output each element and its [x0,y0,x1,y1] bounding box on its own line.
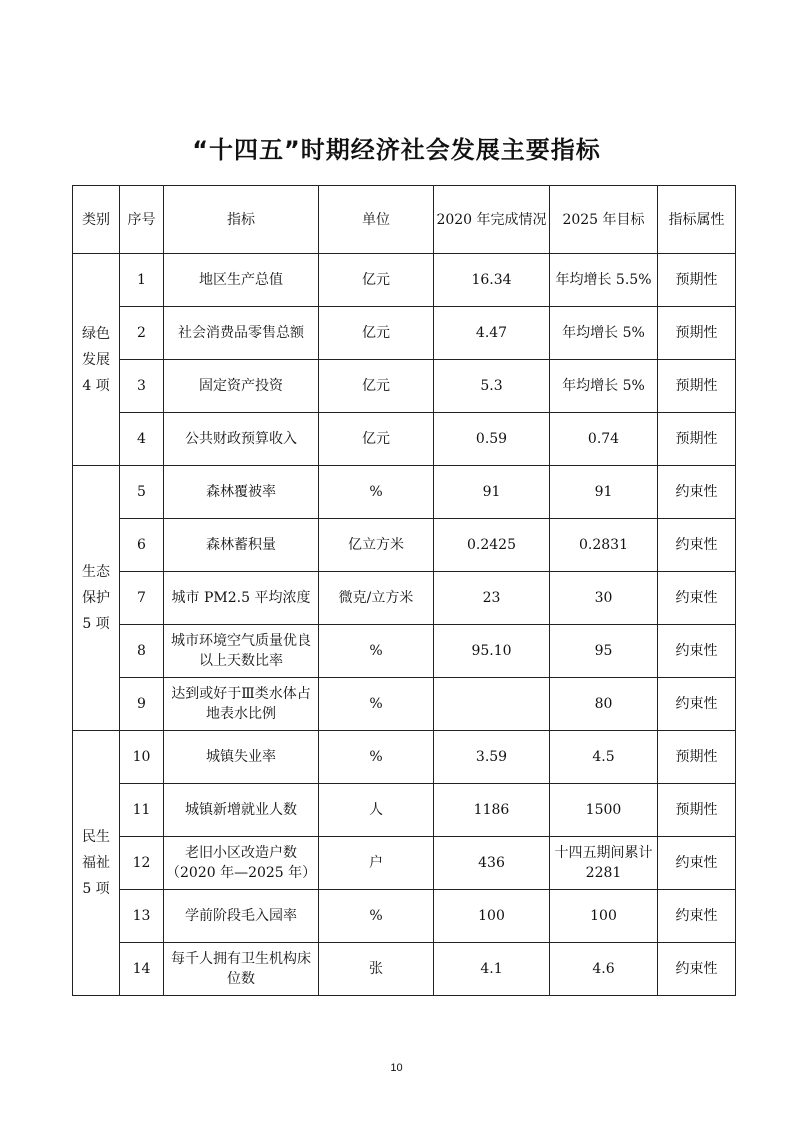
row-number: 10 [120,731,164,784]
indicator-name: 城市环境空气质量优良以上天数比率 [164,625,319,678]
attribute-cell: 约束性 [658,466,736,519]
category-label-line: 发展 [82,351,110,368]
table-row [73,678,736,731]
indicator-name: 社会消费品零售总额 [164,307,319,360]
unit-cell: 亿元 [319,254,434,307]
header-indicator: 指标 [164,186,319,254]
row-number: 14 [120,943,164,996]
row-number: 8 [120,625,164,678]
unit-cell: 微克/立方米 [319,572,434,625]
category-label-line: 5 项 [82,881,110,897]
target-2025: 80 [550,678,658,731]
value-2020: 0.59 [434,413,550,466]
unit-cell: 人 [319,784,434,837]
indicator-name: 学前阶段毛入园率 [164,890,319,943]
value-2020: 95.10 [434,625,550,678]
unit-cell: 亿元 [319,413,434,466]
attribute-cell: 约束性 [658,572,736,625]
table-row [73,254,736,307]
category-label-line: 福祉 [82,855,110,871]
table-row [73,572,736,625]
target-2025: 年均增长 5.5% [550,254,658,307]
header-category: 类别 [73,186,120,254]
unit-cell: % [319,625,434,678]
indicator-name: 达到或好于Ⅲ类水体占地表水比例 [164,678,319,731]
value-2020: 0.2425 [434,519,550,572]
header-attribute: 指标属性 [658,186,736,254]
value-2020: 91 [434,466,550,519]
indicator-name: 固定资产投资 [164,360,319,413]
indicator-name: 每千人拥有卫生机构床位数 [164,943,319,996]
unit-cell: 张 [319,943,434,996]
table-row [73,837,736,890]
unit-cell: % [319,466,434,519]
table-row [73,413,736,466]
table-row [73,784,736,837]
unit-cell: 亿元 [319,360,434,413]
row-number: 12 [120,837,164,890]
category-label-line: 4 项 [82,377,110,394]
target-2025: 91 [550,466,658,519]
category-cell [73,731,120,996]
value-2020: 16.34 [434,254,550,307]
category-label-line: 5 项 [82,616,110,632]
indicator-name: 城镇失业率 [164,731,319,784]
indicator-name: 老旧小区改造户数（2020 年—2025 年） [164,837,319,890]
attribute-cell: 预期性 [658,784,736,837]
value-2020: 436 [434,837,550,890]
table-row [73,943,736,996]
value-2020: 4.47 [434,307,550,360]
target-2025: 1500 [550,784,658,837]
value-2020: 23 [434,572,550,625]
table-header-row [73,186,736,254]
row-number: 5 [120,466,164,519]
unit-cell: % [319,678,434,731]
page-title: “十四五”时期经济社会发展主要指标 [192,136,601,164]
table-row [73,307,736,360]
category-label-line: 民生 [82,829,110,845]
table-row [73,519,736,572]
table-row [73,466,736,519]
category-cell [73,466,120,731]
row-number: 3 [120,360,164,413]
attribute-cell: 预期性 [658,413,736,466]
attribute-cell: 预期性 [658,731,736,784]
unit-cell: 亿立方米 [319,519,434,572]
target-2025: 年均增长 5% [550,360,658,413]
header-number: 序号 [120,186,164,254]
row-number: 7 [120,572,164,625]
value-2020: 4.1 [434,943,550,996]
value-2020: 5.3 [434,360,550,413]
row-number: 6 [120,519,164,572]
attribute-cell: 约束性 [658,890,736,943]
header-unit: 单位 [319,186,434,254]
table-row [73,731,736,784]
indicator-name: 城镇新增就业人数 [164,784,319,837]
unit-cell: % [319,731,434,784]
indicator-name: 森林蓄积量 [164,519,319,572]
row-number: 2 [120,307,164,360]
value-2020 [434,678,550,731]
target-2025: 30 [550,572,658,625]
row-number: 11 [120,784,164,837]
indicator-name: 城市 PM2.5 平均浓度 [164,572,319,625]
attribute-cell: 约束性 [658,837,736,890]
target-2025: 4.5 [550,731,658,784]
attribute-cell: 约束性 [658,625,736,678]
table-row [73,625,736,678]
attribute-cell: 约束性 [658,943,736,996]
attribute-cell: 预期性 [658,360,736,413]
target-2025: 0.2831 [550,519,658,572]
attribute-cell: 约束性 [658,678,736,731]
indicator-name: 森林覆被率 [164,466,319,519]
unit-cell: % [319,890,434,943]
value-2020: 1186 [434,784,550,837]
category-cell [73,254,120,466]
indicators-table [72,185,736,996]
value-2020: 100 [434,890,550,943]
indicator-name: 公共财政预算收入 [164,413,319,466]
page-number: 10 [390,1062,403,1074]
table-row [73,360,736,413]
table-row [73,890,736,943]
header-2025-target: 2025 年目标 [550,186,658,254]
target-2025: 95 [550,625,658,678]
category-label-line: 保护 [82,590,110,606]
row-number: 1 [120,254,164,307]
unit-cell: 亿元 [319,307,434,360]
category-label-line: 生态 [82,564,110,580]
indicator-name: 地区生产总值 [164,254,319,307]
target-2025: 100 [550,890,658,943]
unit-cell: 户 [319,837,434,890]
target-2025: 年均增长 5% [550,307,658,360]
attribute-cell: 约束性 [658,519,736,572]
header-2020-result: 2020 年完成情况 [434,186,550,254]
row-number: 9 [120,678,164,731]
target-2025: 0.74 [550,413,658,466]
target-2025: 4.6 [550,943,658,996]
row-number: 4 [120,413,164,466]
value-2020: 3.59 [434,731,550,784]
attribute-cell: 预期性 [658,307,736,360]
row-number: 13 [120,890,164,943]
category-label-line: 绿色 [82,325,110,342]
attribute-cell: 预期性 [658,254,736,307]
target-2025: 十四五期间累计 2281 [550,837,658,890]
